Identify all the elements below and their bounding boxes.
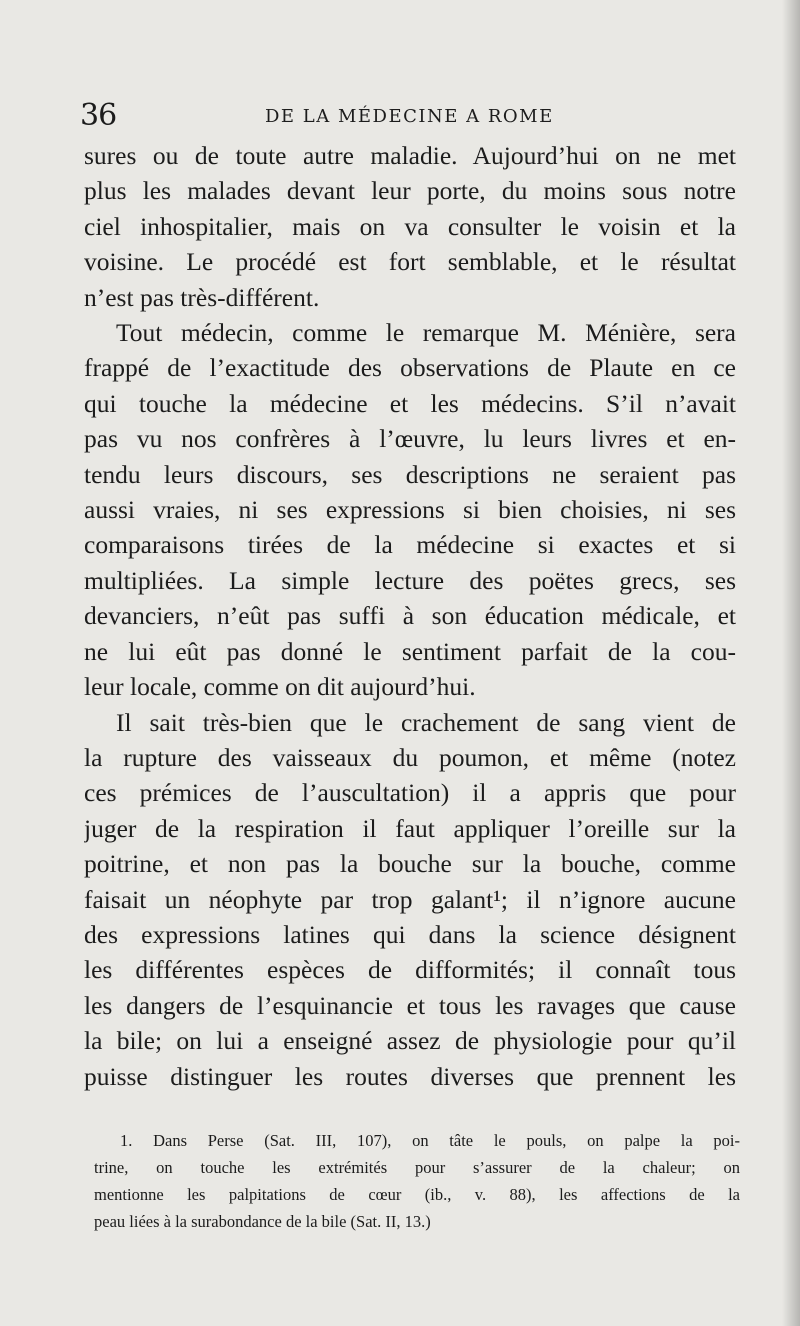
body-text — [84, 138, 736, 1094]
body-line: multipliées. La simple lecture des poëtes grecs, ses — [84, 565, 736, 595]
body-line: comparaisons tirées de la médecine si exactes et si — [84, 530, 736, 560]
footnote-line: 1. Dans Perse (Sat. III, 107), on tâte le pouls, on palpe la poi- — [120, 1131, 740, 1150]
body-line: leur locale, comme on dit aujourd’hui. — [84, 672, 476, 702]
body-line: plus les malades devant leur porte, du moins sous notre — [84, 176, 736, 206]
footnotes — [94, 1127, 740, 1235]
body-line: ne lui eût pas donné le sentiment parfait de la cou- — [84, 636, 736, 666]
body-line: poitrine, et non pas la bouche sur la bouche, comme — [84, 849, 736, 879]
body-line: qui touche la médecine et les médecins. S’il n’avait — [84, 388, 736, 418]
body-line: voisine. Le procédé est fort semblable, et le résultat — [84, 247, 736, 277]
body-line: Tout médecin, comme le remarque M. Ménière, sera — [116, 318, 736, 348]
body-line: les différentes espèces de difformités; il connaît tous — [84, 955, 736, 985]
body-line: tendu leurs discours, ses descriptions ne seraient pas — [84, 459, 736, 489]
page-number: 36 — [80, 98, 117, 133]
body-line: ciel inhospitalier, mais on va consulter le voisin et la — [84, 211, 736, 241]
body-line: sures ou de toute autre maladie. Aujourd’hui on ne met — [84, 141, 736, 170]
footnote-line: mentionne les palpitations de cœur (ib., v. 88), les affections de la — [94, 1185, 740, 1204]
page-header — [80, 98, 735, 138]
body-line: faisait un néophyte par trop galant¹; il n’ignore aucune — [84, 884, 736, 914]
body-line: devanciers, n’eût pas suffi à son éducation médicale, et — [84, 601, 736, 631]
body-line: ces prémices de l’auscultation) il a appris que pour — [84, 778, 736, 808]
running-head: DE LA MÉDECINE A ROME — [265, 106, 554, 127]
footnote-line: trine, on touche les extrémités pour s’assurer de la chaleur; on — [94, 1158, 740, 1177]
body-line: Il sait très-bien que le crachement de sang vient de — [116, 707, 736, 737]
body-line: la rupture des vaisseaux du poumon, et même (notez — [84, 742, 736, 772]
body-line: la bile; on lui a enseigné assez de physiologie pour qu’il — [84, 1026, 736, 1056]
body-line: des expressions latines qui dans la science désignent — [84, 919, 736, 949]
body-line: puisse distinguer les routes diverses que prennent les — [84, 1061, 736, 1091]
body-line: les dangers de l’esquinancie et tous les ravages que cause — [84, 990, 736, 1020]
body-line: n’est pas très-différent. — [84, 282, 320, 312]
body-line: aussi vraies, ni ses expressions si bien choisies, ni ses — [84, 495, 736, 525]
body-line: juger de la respiration il faut appliquer l’oreille sur la — [84, 813, 736, 843]
footnote-line: peau liées à la surabondance de la bile (Sat. II, 13.) — [94, 1212, 431, 1231]
body-line: pas vu nos confrères à l’œuvre, lu leurs livres et en- — [84, 424, 736, 454]
body-line: frappé de l’exactitude des observations de Plaute en ce — [84, 353, 736, 383]
